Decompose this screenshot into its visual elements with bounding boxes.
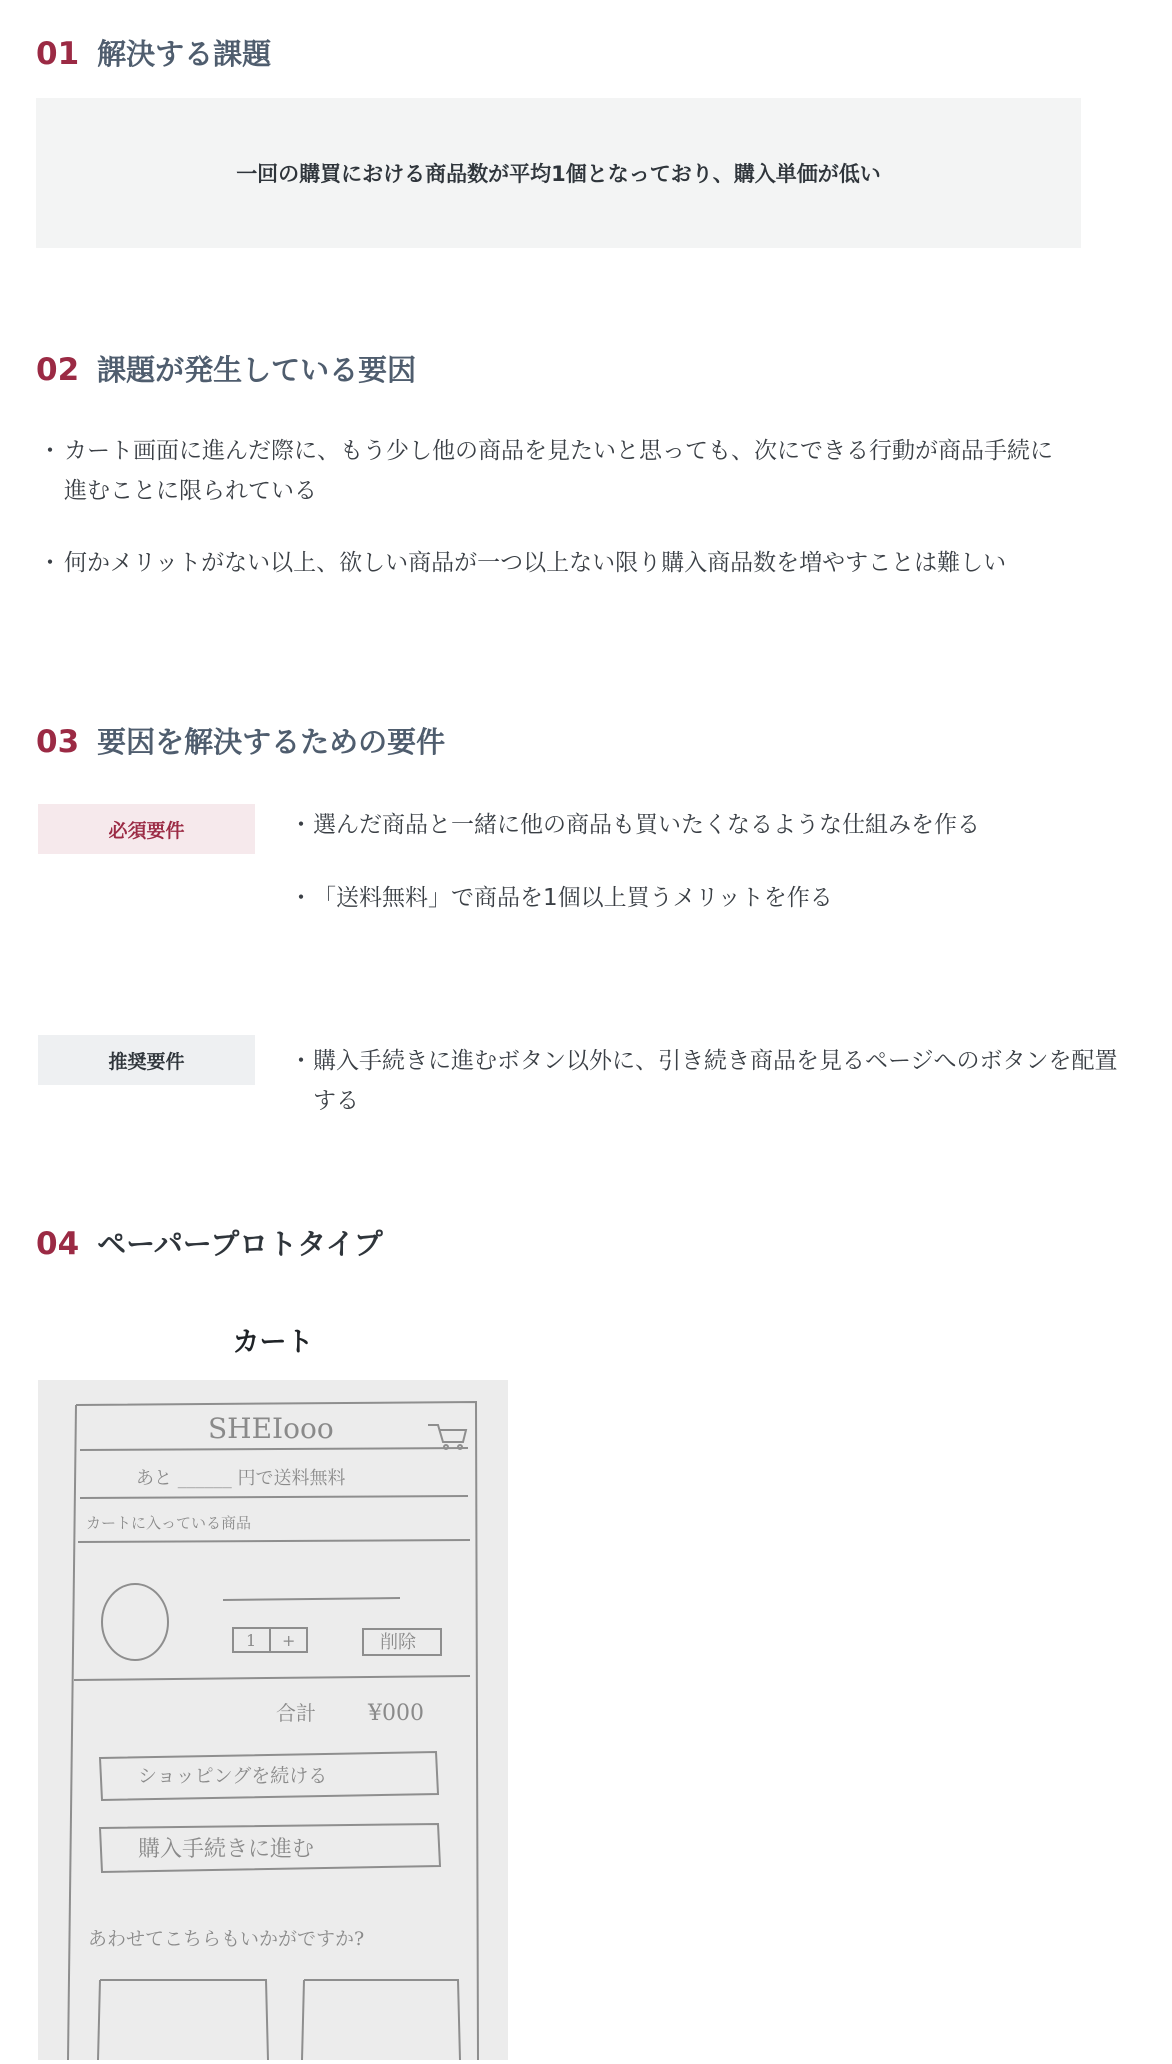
paper-prototype-sketch	[38, 1380, 508, 2060]
sketch-delete: 削除	[380, 1632, 416, 1653]
cause-item	[36, 431, 1066, 511]
bullet-mark: ・	[289, 1048, 313, 1074]
sketch-total-value: ¥000	[368, 1701, 424, 1726]
must-requirement-tag: 必須要件	[38, 804, 255, 854]
requirement-text: 「送料無料」で商品を1個以上買うメリットを作る	[313, 885, 833, 911]
cause-text: カート画面に進んだ際に、もう少し他の商品を見たいと思っても、次にできる行動が商品手続に進むことに限られている	[64, 438, 1053, 504]
bullet-mark: ・	[289, 812, 313, 838]
requirement-text: 購入手続きに進むボタン以外に、引き続き商品を見るページへのボタンを配置する	[313, 1048, 1118, 1114]
section-04-header	[36, 1222, 383, 1263]
bullet-mark: ・	[38, 550, 62, 576]
section-03-header	[36, 720, 445, 761]
section-title: ペーパープロトタイプ	[97, 1227, 383, 1261]
section-title: 解決する課題	[97, 37, 272, 71]
sketch-continue-label: ショッピングを続ける	[138, 1765, 328, 1787]
section-number: 04	[36, 1226, 80, 1262]
sketch-recommend-heading: あわせてこちらもいかがですか?	[88, 1928, 365, 1950]
section-02-header	[36, 348, 416, 389]
sketch-drawing	[38, 1380, 508, 2060]
recommend-card-sketch	[304, 1980, 460, 2060]
requirement-item	[289, 1041, 1129, 1121]
sketch-plus: +	[282, 1631, 296, 1650]
problem-box	[36, 98, 1081, 248]
cart-icon	[428, 1425, 466, 1442]
prototype-title: カート	[232, 1327, 314, 1358]
requirement-text: 選んだ商品と一緒に他の商品も買いたくなるような仕組みを作る	[313, 812, 980, 838]
section-number: 01	[36, 36, 80, 72]
product-image-placeholder	[102, 1584, 168, 1660]
cause-item	[36, 543, 1066, 583]
sketch-total-label: 合計	[276, 1701, 316, 1725]
section-number: 03	[36, 724, 80, 760]
sketch-quantity: 1	[246, 1631, 257, 1650]
recommended-requirement-tag: 推奨要件	[38, 1035, 255, 1085]
requirement-item	[289, 805, 1129, 845]
cause-text: 何かメリットがない以上、欲しい商品が一つ以上ない限り購入商品数を増やすことは難しい	[64, 550, 1007, 576]
section-title: 要因を解決するための要件	[97, 725, 446, 759]
sketch-logo: SHEIooo	[208, 1412, 334, 1445]
sketch-free-shipping: あと ______ 円で送料無料	[136, 1468, 346, 1489]
requirement-item	[289, 878, 1129, 918]
problem-text: 一回の購買における商品数が平均1個となっており、購入単価が低い	[236, 162, 881, 186]
sketch-checkout-label: 購入手続きに進む	[138, 1837, 315, 1862]
section-number: 02	[36, 352, 80, 388]
bullet-mark: ・	[38, 438, 62, 464]
sketch-cart-heading: カートに入っている商品	[86, 1514, 252, 1532]
section-01-header	[36, 32, 271, 73]
sketch-frame	[76, 1402, 478, 2060]
recommend-card-sketch	[100, 1980, 268, 2060]
section-title: 課題が発生している要因	[97, 353, 417, 387]
bullet-mark: ・	[289, 885, 313, 911]
sketch-frame-left	[68, 1405, 76, 2060]
